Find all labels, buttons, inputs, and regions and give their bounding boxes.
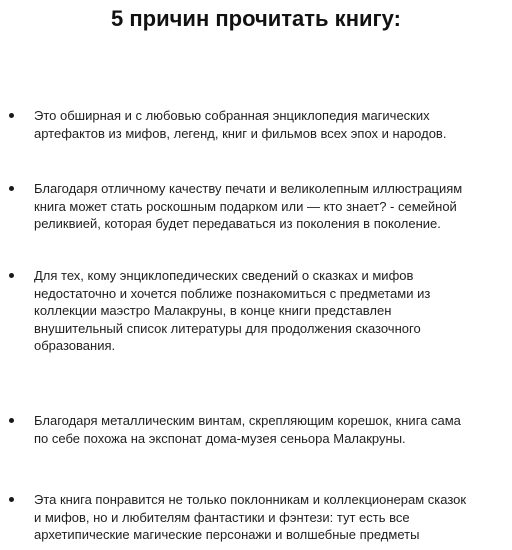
bullet-icon xyxy=(9,113,14,118)
bullet-icon xyxy=(9,273,14,278)
reason-text: Для тех, кому энциклопедических сведений о сказках и мифов недостаточно и хочется поближе познакомиться с предметами из коллекции маэстро Малакруны, в конце книги представлен внушительный список литературы для продолжения сказочного образования. xyxy=(34,268,431,353)
page-title: 5 причин прочитать книгу: xyxy=(111,6,401,31)
reason-text: Благодаря металлическим винтам, скрепляющим корешок, книга сама по себе похожа на экспонат дома-музея сеньора Малакруны. xyxy=(34,413,461,446)
reason-text: Это обширная и с любовью собранная энциклопедия магических артефактов из мифов, легенд, книг и фильмов всех эпох и народов. xyxy=(34,108,447,141)
reason-text: Эта книга понравится не только поклонникам и коллекционерам сказок и мифов, но и любителям фантастики и фэнтези: тут есть все архетипические магические персонажи и волшебные предметы xyxy=(34,492,467,542)
bullet-icon xyxy=(9,186,14,191)
reason-text: Благодаря отличному качеству печати и великолепным иллюстрациям книга может стать роскошным подарком или — кто знает? - семейной реликвией, которая будет передаваться из поколения в поколение. xyxy=(34,181,463,231)
bullet-icon xyxy=(9,497,14,502)
bullet-icon xyxy=(9,418,14,423)
